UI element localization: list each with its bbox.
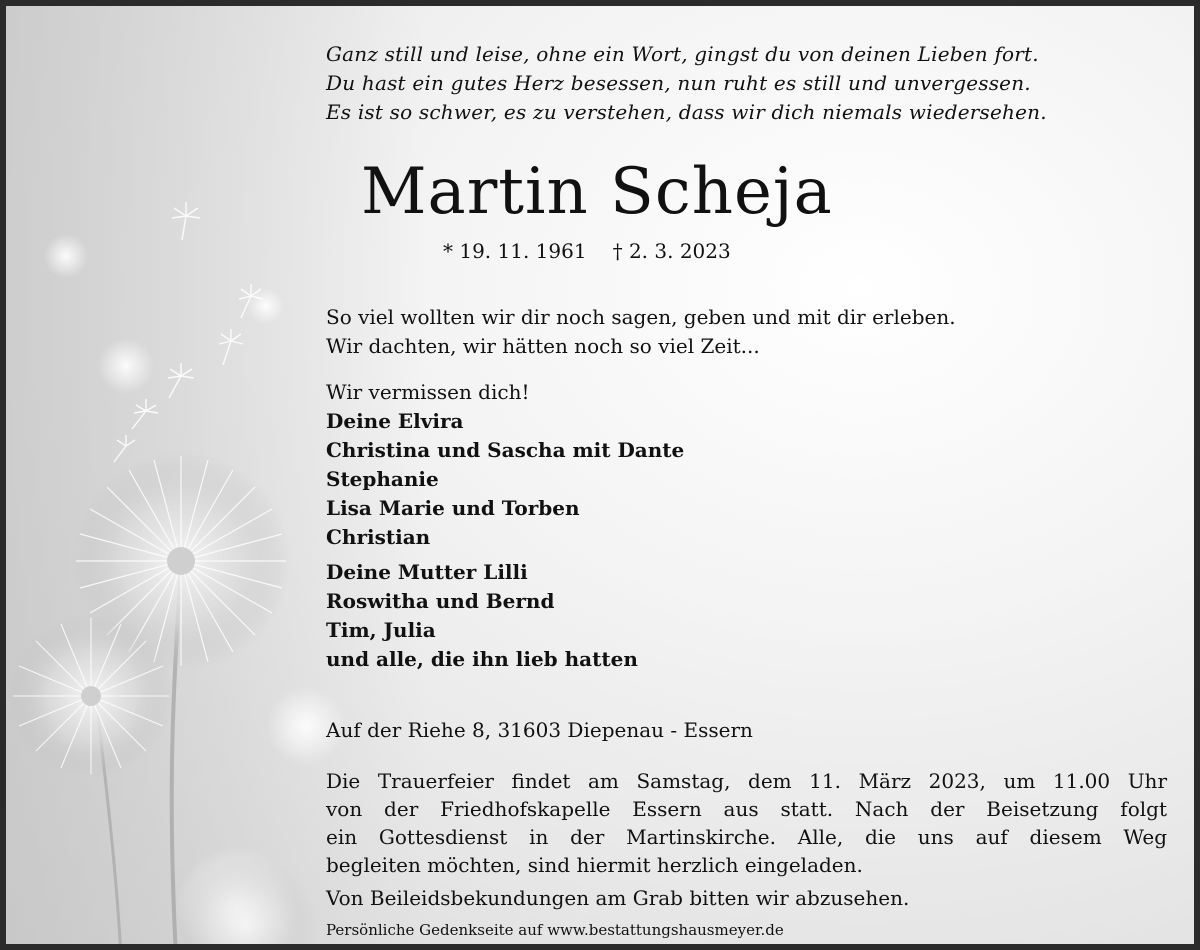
- family-member: Lisa Marie und Torben: [326, 496, 580, 520]
- family-intro: Wir vermissen dich!: [326, 380, 530, 404]
- family-member: Tim, Julia: [326, 618, 436, 642]
- ceremony-line: begleiten möchten, sind hiermit herzlich eingeladen.: [326, 853, 863, 877]
- family-member: Stephanie: [326, 467, 439, 491]
- condolence-note: Von Beileidsbekundungen am Grab bitten wir abzusehen.: [326, 886, 910, 910]
- birth-date: * 19. 11. 1961: [443, 239, 587, 263]
- family-list: [326, 378, 1186, 674]
- life-dates: [443, 237, 731, 265]
- family-member: Roswitha und Bernd: [326, 589, 555, 613]
- ceremony-line: ein Gottesdienst in der Martinskirche. Alle, die uns auf diesem Weg: [326, 825, 1167, 849]
- ceremony-line: von der Friedhofskapelle Essern aus statt. Nach der Beisetzung folgt: [326, 797, 1167, 821]
- farewell-text: [326, 303, 1186, 361]
- deceased-name: Martin Scheja: [361, 155, 833, 229]
- notice-content: [6, 6, 1200, 950]
- farewell-line: So viel wollten wir dir noch sagen, geben und mit dir erleben.: [326, 305, 956, 329]
- family-member: Deine Elvira: [326, 409, 464, 433]
- funeral-announcement: [326, 767, 1167, 879]
- poem-line: Es ist so schwer, es zu verstehen, dass wir dich niemals wiedersehen.: [326, 100, 1047, 124]
- farewell-line: Wir dachten, wir hätten noch so viel Zeit...: [326, 334, 760, 358]
- death-date: † 2. 3. 2023: [612, 239, 731, 263]
- family-member: Christina und Sascha mit Dante: [326, 438, 685, 462]
- ceremony-line: Die Trauerfeier findet am Samstag, dem 11. März 2023, um 11.00 Uhr: [326, 769, 1167, 793]
- memorial-poem: [326, 40, 1186, 127]
- memorial-page-link[interactable]: Persönliche Gedenkseite auf www.bestattungshausmeyer.de: [326, 921, 784, 939]
- poem-line: Ganz still und leise, ohne ein Wort, gingst du von deinen Lieben fort.: [326, 42, 1039, 66]
- family-member: Deine Mutter Lilli: [326, 560, 528, 584]
- family-address: Auf der Riehe 8, 31603 Diepenau - Essern: [326, 718, 753, 742]
- family-member: und alle, die ihn lieb hatten: [326, 647, 638, 671]
- family-member: Christian: [326, 525, 431, 549]
- poem-line: Du hast ein gutes Herz besessen, nun ruht es still und unvergessen.: [326, 71, 1031, 95]
